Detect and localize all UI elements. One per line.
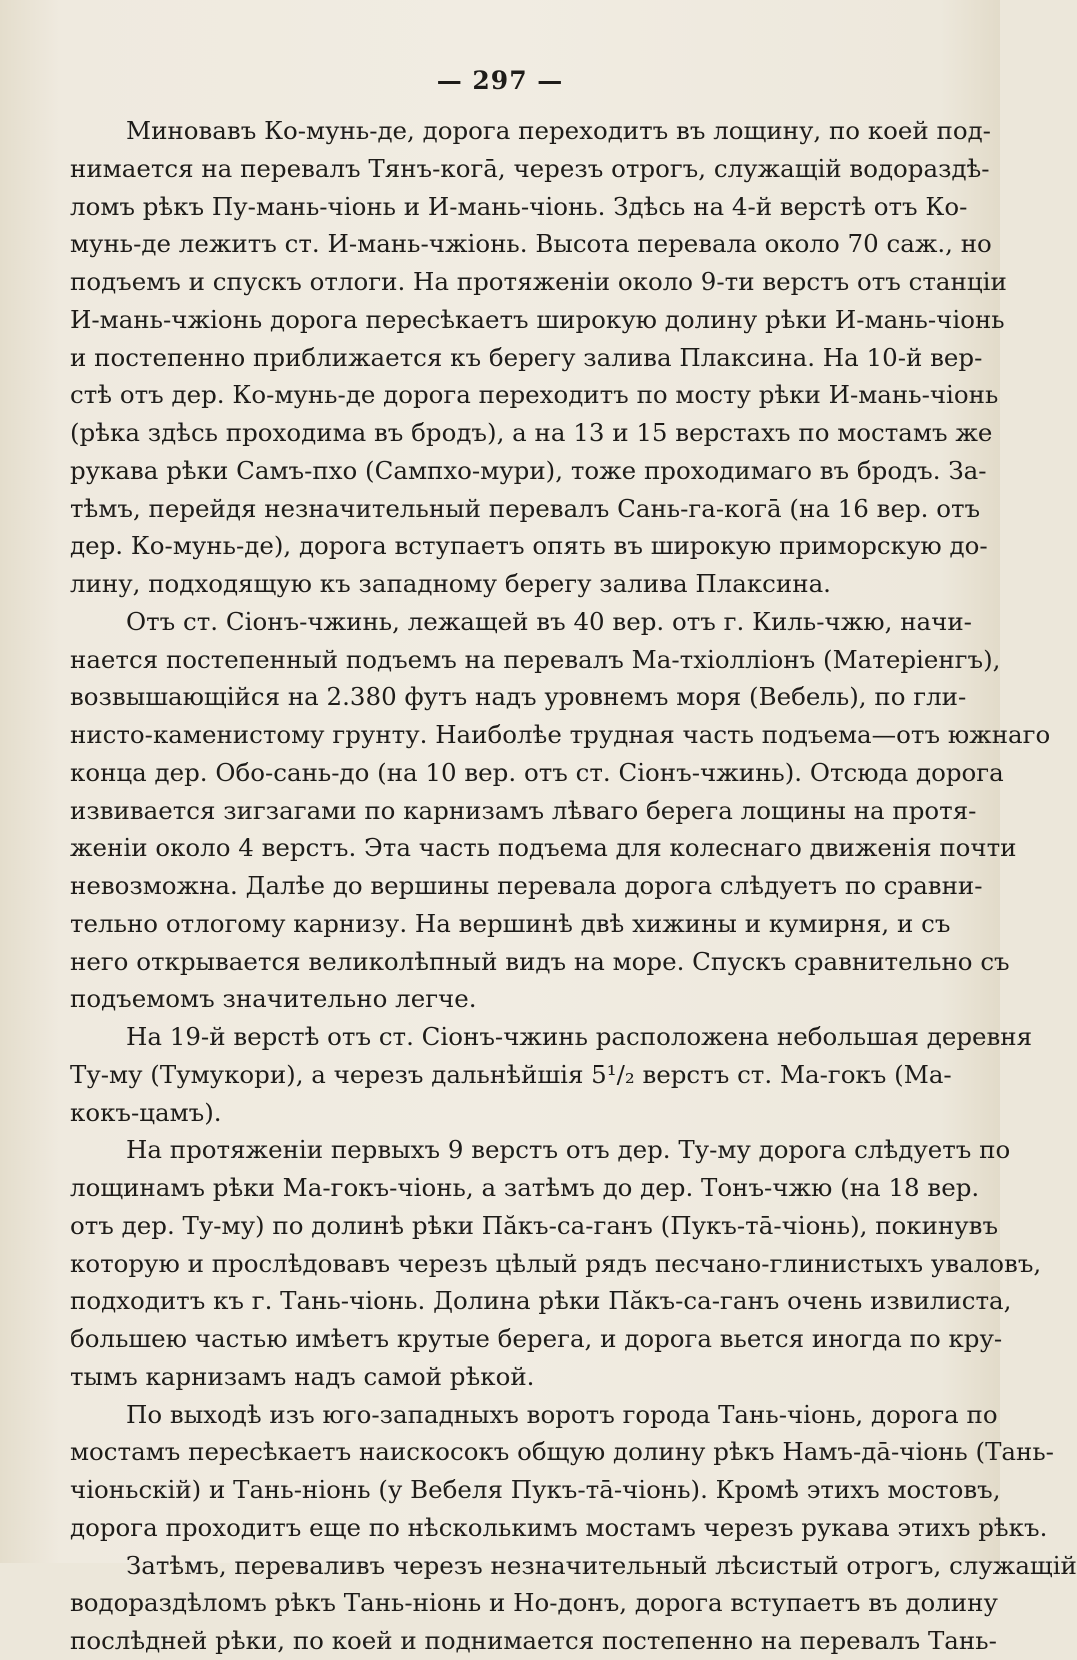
text-line: дорога проходитъ еще по нѣсколькимъ мостамъ черезъ рукава этихъ рѣкъ. (70, 1512, 1048, 1542)
text-line: И-мань-чжіонь дорога пересѣкаетъ широкую долину рѣки И-мань-чіонь (70, 304, 1005, 334)
text-line: подходитъ къ г. Тань-чіонь. Долина рѣки Пăкъ-са-ганъ очень извилиста, (70, 1286, 1012, 1316)
text-line: большею частью имѣетъ крутые берега, и дорога вьется иногда по кру- (70, 1324, 1003, 1353)
text-line: лощинамъ рѣки Ма-гокъ-чіонь, а затѣмъ до дер. Тонъ-чжю (на 18 вер. (70, 1173, 980, 1202)
text-line: возвышающійся на 2.380 футъ надъ уровнемъ моря (Вебель), по гли- (70, 682, 967, 712)
text-line: нимается на перевалъ Тянъ-когā, черезъ отрогъ, служащій водораздѣ- (70, 153, 990, 183)
text-line: стѣ отъ дер. Ко-мунь-де дорога переходитъ по мосту рѣки И-мань-чіонь (70, 380, 999, 410)
text-line: водораздѣломъ рѣкъ Тань-ніонь и Но-донъ, дорога вступаетъ въ долину (70, 1588, 998, 1618)
text-line: него открывается великолѣпный видъ на море. Спускъ сравнительно съ (70, 946, 1010, 976)
text-line: На протяженіи первыхъ 9 верстъ отъ дер. Ту-му дорога слѣдуетъ по (126, 1135, 1011, 1165)
text-line: послѣдней рѣки, по коей и поднимается постепенно на перевалъ Тань- (70, 1626, 997, 1655)
text-line: мунь-де лежитъ ст. И-мань-чжіонь. Высота перевала около 70 саж., но (70, 229, 992, 259)
paragraph (70, 603, 1051, 1018)
text-line: которую и прослѣдовавъ черезъ цѣлый рядъ песчано-глинистыхъ уваловъ, (70, 1248, 1042, 1278)
text-line: На 19-й верстѣ отъ ст. Сіонъ-чжинь расположена небольшая деревня (126, 1022, 1033, 1051)
text-line: подъемъ и спускъ отлоги. На протяженіи около 9-ти верстъ отъ станціи (70, 267, 1007, 296)
text-line: дер. Ко-мунь-де), дорога вступаетъ опять въ широкую приморскую до- (70, 531, 988, 561)
text-line: конца дер. Обо-сань-до (на 10 вер. отъ ст. Сіонъ-чжинь). Отсюда дорога (70, 757, 1004, 787)
text-line: отъ дер. Ту-му) по долинѣ рѣки Пăкъ-са-ганъ (Пукъ-тā-чіонь), покинувъ (70, 1210, 999, 1240)
text-line: (рѣка здѣсь проходима въ бродъ), а на 13 и 15 верстахъ по мостамъ же (70, 418, 993, 447)
text-line: извивается зигзагами по карнизамъ лѣваго берега лощины на протя- (70, 795, 977, 825)
paragraph (70, 1547, 1077, 1660)
text-line: нается постепенный подъемъ на перевалъ Ма-тхіолліонъ (Матеріенгъ), (70, 644, 1001, 674)
paragraph (70, 1131, 1042, 1395)
text-line: подъемомъ значительно легче. (70, 984, 477, 1014)
text-line: женіи около 4 верстъ. Эта часть подъема для колеснаго движенія почти (70, 833, 1017, 863)
paragraph (70, 112, 1007, 603)
page-number: — 297 — (436, 66, 564, 95)
text-line: мостамъ пересѣкаетъ наискосокъ общую долину рѣкъ Намъ-дā-чіонь (Тань- (70, 1437, 1054, 1467)
text-line: и постепенно приближается къ берегу залива Плаксина. На 10-й вер- (70, 342, 983, 372)
text-line: тѣмъ, перейдя незначительный перевалъ Сань-га-когā (на 16 вер. отъ (70, 493, 981, 523)
text-line: Затѣмъ, переваливъ черезъ незначительный лѣсистый отрогъ, служащій (126, 1550, 1077, 1580)
text-line: рукава рѣки Самъ-пхо (Сампхо-мури), тоже проходимаго въ бродъ. За- (70, 455, 987, 485)
text-line: По выходѣ изъ юго-западныхъ воротъ города Тань-чіонь, дорога по (126, 1399, 998, 1429)
text-line: кокъ-цамъ). (70, 1097, 222, 1127)
paragraph (70, 1396, 1054, 1547)
text-line: нисто-каменистому грунту. Наиболѣе трудная часть подъема—отъ южнаго (70, 720, 1051, 749)
text-line: ломъ рѣкъ Пу-мань-чіонь и И-мань-чіонь. Здѣсь на 4-й верстѣ отъ Ко- (70, 191, 968, 221)
text-line: тымъ карнизамъ надъ самой рѣкой. (70, 1361, 535, 1391)
body-text (70, 112, 1077, 1660)
text-line: лину, подходящую къ западному берегу залива Плаксина. (70, 569, 831, 598)
paragraph (70, 1018, 1033, 1131)
text-line: Миновавъ Ко-мунь-де, дорога переходитъ въ лощину, по коей под- (126, 116, 991, 145)
text-line: Отъ ст. Сіонъ-чжинь, лежащей въ 40 вер. отъ г. Киль-чжю, начи- (126, 606, 972, 636)
text-line: Ту-му (Тумукори), а черезъ дальнѣйшія 5¹/₂ верстъ ст. Ма-гокъ (Ма- (70, 1059, 952, 1089)
text-line: невозможна. Далѣе до вершины перевала дорога слѣдуетъ по сравни- (70, 871, 983, 900)
text-line: чіоньскій) и Тань-ніонь (у Вебеля Пукъ-тā-чіонь). Кромѣ этихъ мостовъ, (70, 1475, 1001, 1504)
text-line: тельно отлогому карнизу. На вершинѣ двѣ хижины и кумирня, и съ (70, 908, 951, 938)
